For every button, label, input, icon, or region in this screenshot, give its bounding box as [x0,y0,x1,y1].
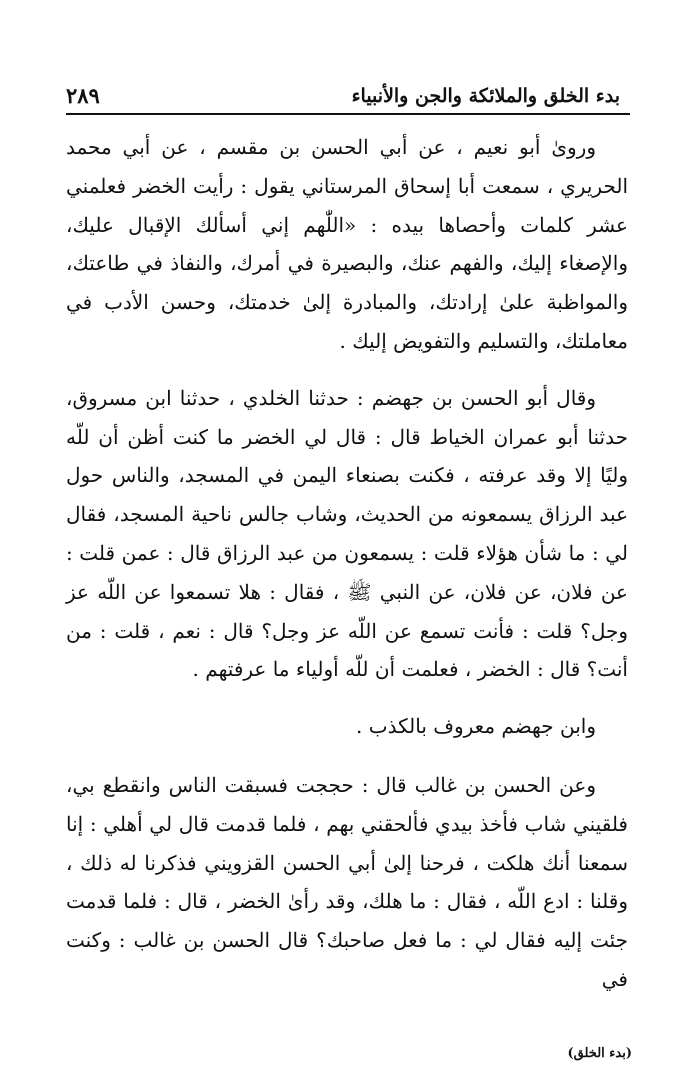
paragraph-4: وعن الحسن بن غالب قال : حججت فسبقت الناس وانقطع بي، فلقيني شاب فأخذ بيدي فألحقني بهم ، فلما قدمت قال لي أهلي : إنا سمعنا أنك هلكت ، فرحنا إلىٰ أبي الحسن القزويني فذكرنا له ذلك ، وقلنا : ادع اللّه ، فقال : ما هلك، وقد رأىٰ الخضر ، قال : فلما قدمت جئت إليه فقال لي : ما فعل صاحبك؟ قال الحسن بن غالب : وكنت في [66,772,628,991]
paragraph-2: وقال أبو الحسن بن جهضم : حدثنا الخلدي ، حدثنا ابن مسروق، حدثنا أبو عمران الخياط قال : قال لي الخضر ما كنت أظن أن للّه وليًا إلا وقد عرفته ، فكنت بصنعاء اليمن في المسجد، والناس حول عبد الرزاق يسمعونه من الحديث، وشاب جالس ناحية المسجد، فقال لي : ما شأن هؤلاء قلت : يسمعون من عبد الرزاق قال : عمن قلت : عن فلان، عن فلان، عن النبي ﷺ ، فقال : هلا تسمعوا عن اللّه عز وجل؟ قلت : فأنت تسمع عن اللّه عز وجل؟ قال : نعم ، قلت : من أنت؟ قال : الخضر ، فعلمت أن للّه أولياء ما عرفتهم . [66,385,628,682]
footer-signature: (بدء الخلق) [567,1046,632,1061]
paragraph-1: وروىٰ أبو نعيم ، عن أبي الحسن بن مقسم ، عن أبي محمد الحريري ، سمعت أبا إسحاق المرستاني يقول : رأيت الخضر فعلمني عشر كلمات وأحصاها بيده : «اللّٰهم إني أسألك الإقبال عليك، والإصغاء إليك، والفهم عنك، والبصيرة في أمرك، والنفاذ في طاعتك، والمواظبة علىٰ إرادتك، والمبادرة إلىٰ خدمتك، وحسن الأدب في معاملتك، والتسليم والتفويض إليك . [66,135,628,353]
page-number: ٢٨٩ [66,83,100,108]
paragraph-3: وابن جهضم معروف بالكذب . [356,714,596,739]
running-header [66,66,620,106]
book-title: بدء الخلق والملائكة والجن والأنبياء [351,85,620,107]
body-text [66,128,628,1017]
header-divider [66,113,630,115]
